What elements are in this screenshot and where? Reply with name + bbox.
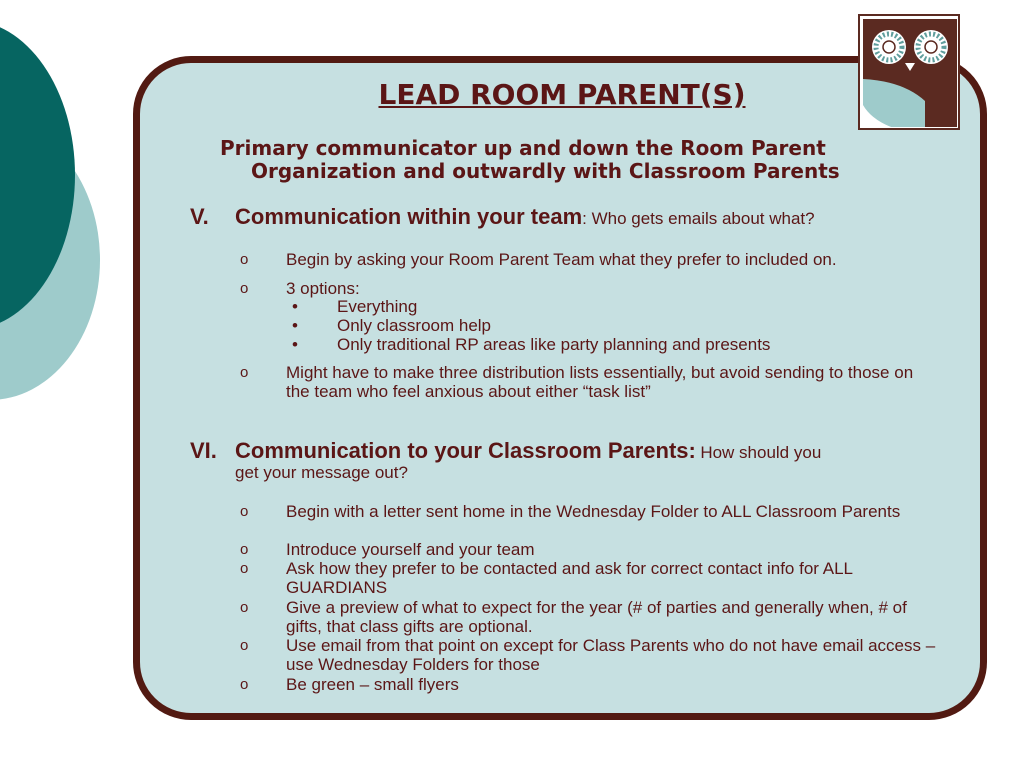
circle-bullet-icon: o — [240, 560, 249, 577]
section-6-description: How should you — [700, 443, 822, 462]
section-5-title: Communication within your team — [235, 204, 583, 229]
section-5-description: : Who gets emails about what? — [582, 209, 815, 228]
circle-bullet-icon: o — [240, 676, 249, 693]
section-6-description-continued: get your message out? — [235, 463, 408, 482]
section-5-heading — [190, 204, 815, 230]
dot-bullet-icon: • — [292, 335, 298, 354]
sub-list-item: • Everything — [292, 297, 418, 316]
owl-icon — [858, 14, 960, 130]
circle-bullet-icon: o — [240, 503, 249, 520]
circle-bullet-icon: o — [240, 637, 249, 654]
subtitle-line-2: Organization and outwardly with Classroom Parents — [251, 159, 840, 183]
list-item: o Be green – small flyers — [240, 675, 459, 694]
slide-title: LEAD ROOM PARENT(S) — [378, 78, 746, 111]
section-6-number: VI. — [190, 438, 217, 463]
list-item: o Use email from that point on except for Class Parents who do not have email access – use Wednesday Folders for those — [240, 636, 936, 674]
list-item: o Introduce yourself and your team — [240, 540, 535, 559]
section-6-title: Communication to your Classroom Parents: — [235, 438, 696, 463]
circle-bullet-icon: o — [240, 541, 249, 558]
sub-list-item: • Only classroom help — [292, 316, 492, 335]
list-item: o Begin with a letter sent home in the Wednesday Folder to ALL Classroom Parents — [240, 502, 901, 521]
subtitle-line-1: Primary communicator up and down the Room Parent — [220, 136, 826, 160]
list-item: o Might have to make three distribution lists essentially, but avoid sending to those on the team who feel anxious about either “task list” — [240, 363, 914, 401]
circle-bullet-icon: o — [240, 280, 249, 297]
list-item: o Give a preview of what to expect for the year (# of parties and generally when, # of gifts, that class gifts are optional. — [240, 598, 907, 636]
section-5-number: V. — [190, 204, 209, 229]
list-item: o Ask how they prefer to be contacted and ask for correct contact info for ALL GUARDIANS — [240, 559, 853, 597]
list-item: o 3 options: — [240, 279, 360, 298]
section-6-heading — [190, 438, 821, 464]
circle-bullet-icon: o — [240, 364, 249, 381]
circle-bullet-icon: o — [240, 251, 249, 268]
sub-list-item: • Only traditional RP areas like party planning and presents — [292, 335, 771, 354]
dot-bullet-icon: • — [292, 316, 298, 335]
slide-subtitle — [220, 137, 940, 183]
circle-bullet-icon: o — [240, 599, 249, 616]
dot-bullet-icon: • — [292, 297, 298, 316]
list-item: o Begin by asking your Room Parent Team what they prefer to included on. — [240, 250, 837, 269]
